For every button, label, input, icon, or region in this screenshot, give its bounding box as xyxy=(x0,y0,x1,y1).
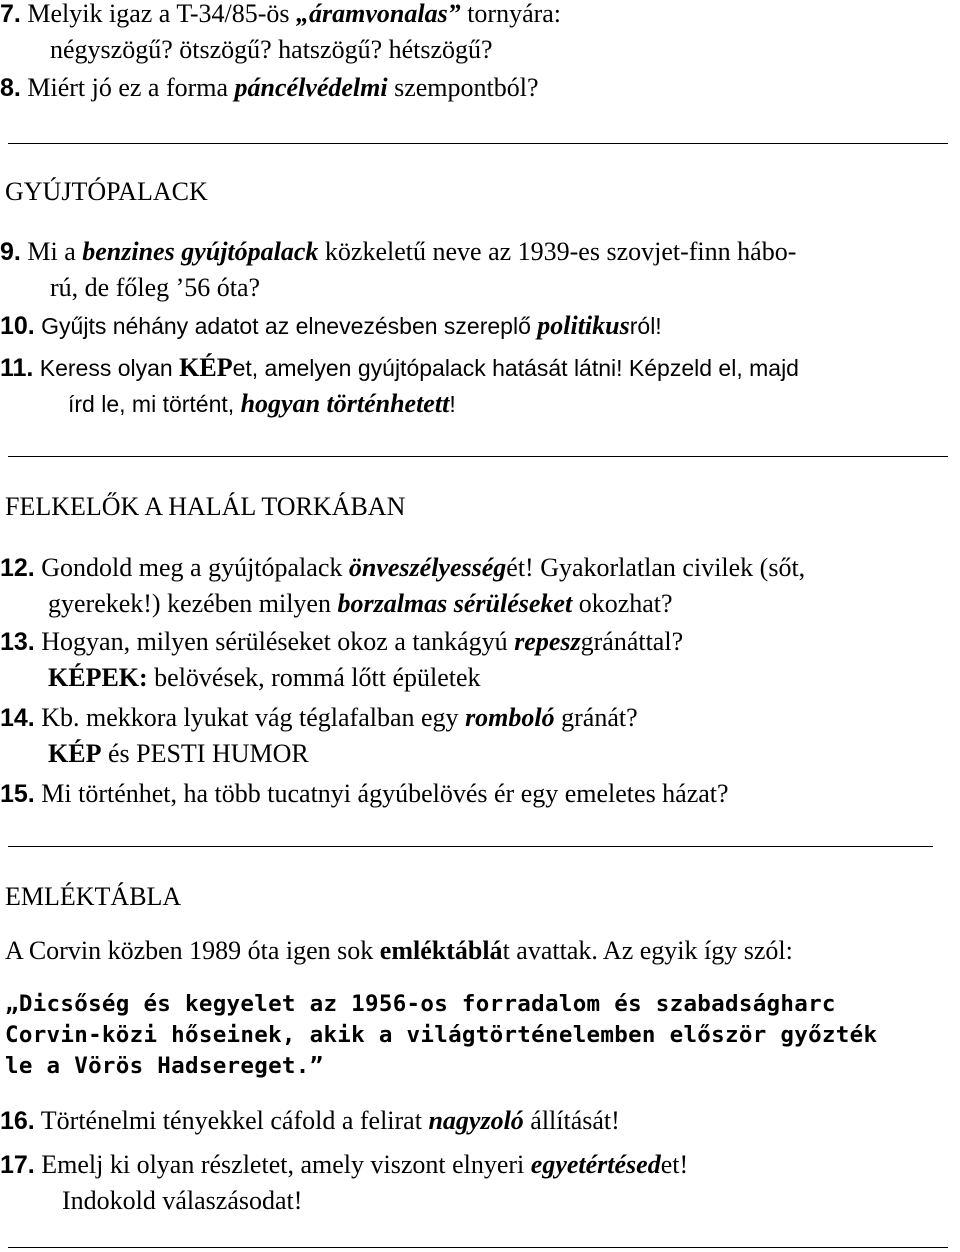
question-number: 16. xyxy=(0,1107,35,1135)
section-heading: EMLÉKTÁBLA xyxy=(5,882,182,911)
question-17-cont: Indokold válaszásodat! xyxy=(62,1186,303,1215)
question-16: 16. Történelmi tényekkel cáfold a felirat nagyzoló állítását! xyxy=(0,1106,620,1135)
question-14-image: KÉP és PESTI HUMOR xyxy=(48,739,309,768)
question-13: 13. Hogyan, milyen sérüléseket okoz a tankágyú repeszgránáttal? xyxy=(0,627,684,656)
question-number: 14. xyxy=(0,704,35,732)
answer-line xyxy=(8,143,948,144)
question-8: 8. Miért jó ez a forma páncélvédelmi szempontból? xyxy=(0,73,539,102)
question-7: 7. Melyik igaz a T-34/85-ös „áramvonalas” tornyára: xyxy=(0,0,562,28)
question-9: 9. Mi a benzines gyújtópalack közkeletű neve az 1939-es szovjet-finn hábo- xyxy=(0,237,797,266)
memorial-quote-line: le a Vörös Hadsereget.” xyxy=(5,1053,324,1079)
answer-line xyxy=(8,1247,948,1248)
question-17: 17. Emelj ki olyan részletet, amely viszont elnyeri egyetértésedet! xyxy=(0,1150,689,1179)
question-number: 10. xyxy=(0,312,35,340)
answer-line xyxy=(8,456,948,457)
question-7-options: négyszögű? ötszögű? hatszögű? hétszögű? xyxy=(50,35,493,64)
question-number: 9. xyxy=(0,238,21,266)
question-number: 7. xyxy=(0,0,21,28)
question-number: 17. xyxy=(0,1151,35,1179)
question-number: 13. xyxy=(0,628,35,656)
section-heading: FELKELŐK A HALÁL TORKÁBAN xyxy=(5,492,406,521)
question-number: 8. xyxy=(0,74,21,102)
answer-line xyxy=(8,846,933,847)
memorial-quote-line: Corvin-közi hőseinek, akik a világtörténelemben először győzték xyxy=(5,1022,878,1048)
question-10: 10. Gyűjts néhány adatot az elnevezésben szereplő politikusról! xyxy=(0,311,662,340)
section-heading: GYÚJTÓPALACK xyxy=(5,177,208,206)
question-11: 11. Keress olyan KÉPet, amelyen gyújtópalack hatását látni! Képzeld el, majd xyxy=(0,353,799,382)
question-number: 12. xyxy=(0,554,35,582)
question-number: 11. xyxy=(0,354,34,382)
question-15: 15. Mi történhet, ha több tucatnyi ágyúbelövés ér egy emeletes házat? xyxy=(0,779,729,808)
memorial-quote-line: „Dicsőség és kegyelet az 1956-os forradalom és szabadságharc xyxy=(5,991,836,1017)
question-9-cont: rú, de főleg ’56 óta? xyxy=(50,273,261,302)
question-12-cont: gyerekek!) kezében milyen borzalmas sérüléseket okozhat? xyxy=(48,589,673,618)
memorial-intro: A Corvin közben 1989 óta igen sok emléktáblát avattak. Az egyik így szól: xyxy=(5,936,793,965)
question-13-images: KÉPEK: belövések, rommá lőtt épületek xyxy=(48,663,481,692)
question-12: 12. Gondold meg a gyújtópalack önveszélyességét! Gyakorlatlan civilek (sőt, xyxy=(0,553,806,582)
question-11-cont: írd le, mi történt, hogyan történhetett! xyxy=(68,389,456,418)
question-14: 14. Kb. mekkora lyukat vág téglafalban egy romboló gránát? xyxy=(0,703,638,732)
question-number: 15. xyxy=(0,780,35,808)
